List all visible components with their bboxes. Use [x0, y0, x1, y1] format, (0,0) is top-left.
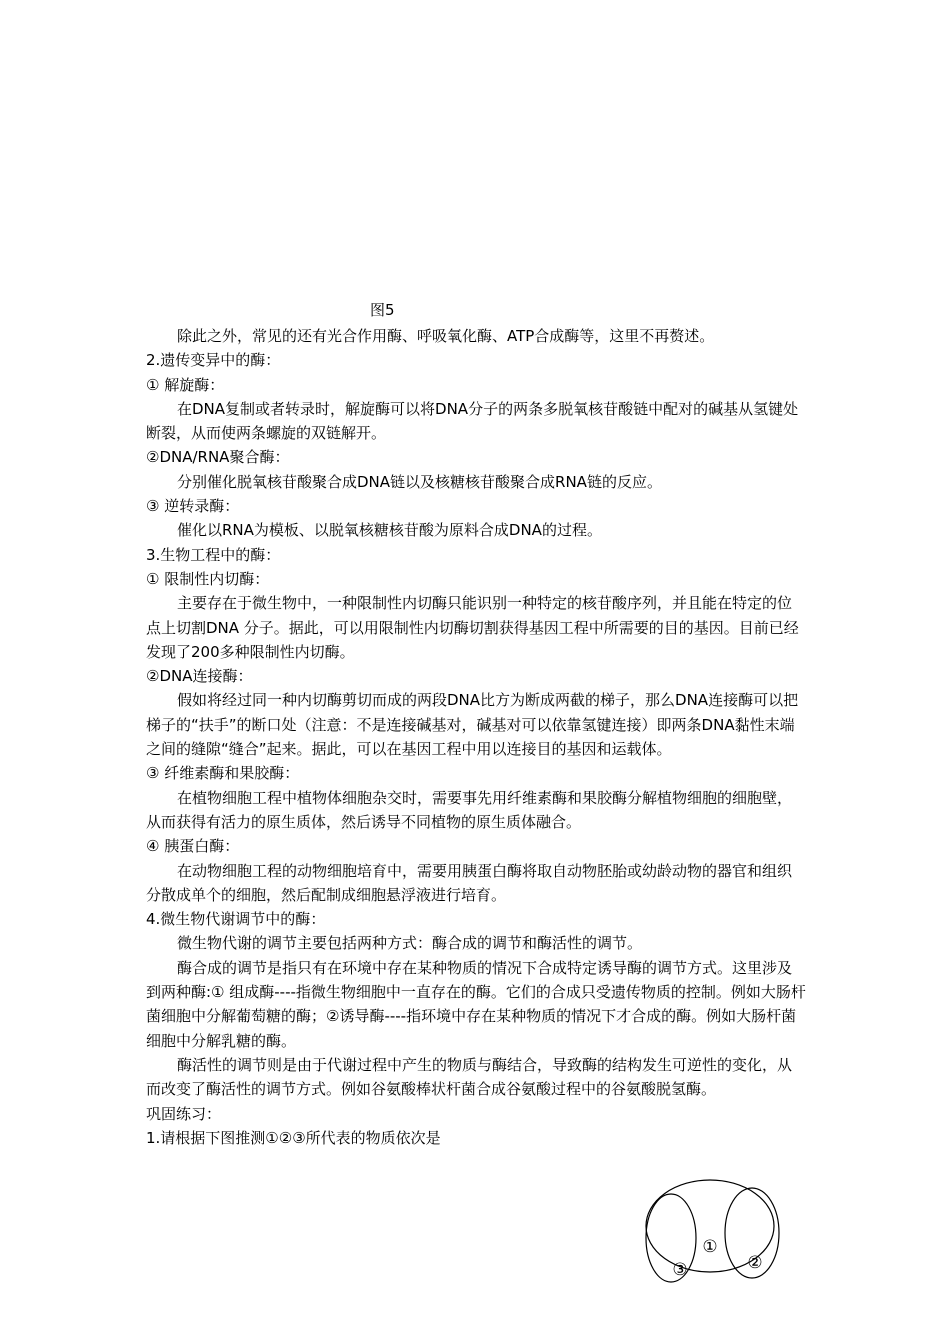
section-heading: ②DNA/RNA聚合酶： — [146, 448, 290, 467]
section-heading: ②DNA连接酶： — [146, 667, 253, 686]
body-paragraph: 酶合成的调节是指只有在环境中存在某种物质的情况下合成特定诱导酶的调节方式。这里涉及到两种酶:① 组成酶----指微生物细胞中一直存在的酶。它们的合成只受遗传物质的控制。例如大肠杆菌细胞中分解葡萄糖的酶；②诱导酶----指环境中存在某种物质的情况下才合成的酶。例如大肠杆菌细胞中分解乳糖的酶。 — [146, 958, 806, 1050]
body-paragraph: 酶活性的调节则是由于代谢过程中产生的物质与酶结合，导致酶的结构发生可逆性的变化，从而改变了酶活性的调节方式。例如谷氨酸棒状杆菌合成谷氨酸过程中的谷氨酸脱氢酶。 — [146, 1055, 793, 1099]
diagram-label-3: ③ — [672, 1260, 688, 1280]
diagram-label-1: ① — [702, 1237, 718, 1257]
figure-caption: 图5 — [370, 301, 395, 319]
body-paragraph: 分别催化脱氧核苷酸聚合成DNA链以及核糖核苷酸聚合成RNA链的反应。 — [177, 472, 662, 491]
body-paragraph: 假如将经过同一种内切酶剪切而成的两段DNA比方为断成两截的梯子，那么DNA连接酶可以把梯子的“扶手”的断口处（注意：不是连接碱基对，碱基对可以依靠氢键连接）即两条DNA黏性末端之间的缝隙“缝合”起来。据此，可以在基因工程中用以连接目的基因和运载体。 — [146, 691, 799, 759]
section-heading: ③ 逆转录酶： — [146, 497, 240, 516]
section-heading: 4.微生物代谢调节中的酶： — [146, 910, 326, 929]
section-heading: ① 限制性内切酶： — [146, 569, 270, 588]
section-heading: 巩固练习： — [146, 1104, 222, 1123]
body-paragraph: 微生物代谢的调节主要包括两种方式：酶合成的调节和酶活性的调节。 — [177, 934, 643, 953]
section-heading: 1.请根据下图推测①②③所代表的物质依次是 — [146, 1128, 441, 1147]
section-heading: 2.遗传变异中的酶： — [146, 351, 281, 370]
left-ellipse — [646, 1194, 696, 1282]
section-heading: ③ 纤维素酶和果胶酶： — [146, 764, 300, 783]
body-paragraph: 除此之外，常见的还有光合作用酶、呼吸氧化酶、ATP合成酶等，这里不再赘述。 — [177, 327, 715, 345]
body-paragraph: 在动物细胞工程的动物细胞培育中，需要用胰蛋白酶将取自动物胚胎或幼龄动物的器官和组织分散成单个的细胞，然后配制成细胞悬浮液进行培育。 — [146, 861, 793, 904]
document-body — [146, 324, 806, 1150]
body-paragraph: 催化以RNA为模板、以脱氧核糖核苷酸为原料合成DNA的过程。 — [177, 521, 602, 540]
body-paragraph: 在DNA复制或者转录时，解旋酶可以将DNA分子的两条多脱氧核苷酸链中配对的碱基从氢键处断裂，从而使两条螺旋的双链解开。 — [146, 399, 799, 443]
section-heading: ① 解旋酶： — [146, 375, 225, 394]
diagram-label-2: ② — [747, 1253, 763, 1273]
section-heading: 3.生物工程中的酶： — [146, 545, 281, 564]
body-paragraph: 主要存在于微生物中，一种限制性内切酶只能识别一种特定的核苷酸序列，并且能在特定的位点上切割DNA 分子。据此，可以用限制性内切酶切割获得基因工程中所需要的目的基因。目前已经发现了200多种限制性内切酶。 — [146, 594, 799, 661]
section-heading: ④ 胰蛋白酶： — [146, 837, 240, 856]
body-paragraph: 在植物细胞工程中植物体细胞杂交时，需要事先用纤维素酶和果胶酶分解植物细胞的细胞壁，从而获得有活力的原生质体，然后诱导不同植物的原生质体融合。 — [146, 788, 793, 831]
exercise-diagram — [640, 1178, 790, 1284]
